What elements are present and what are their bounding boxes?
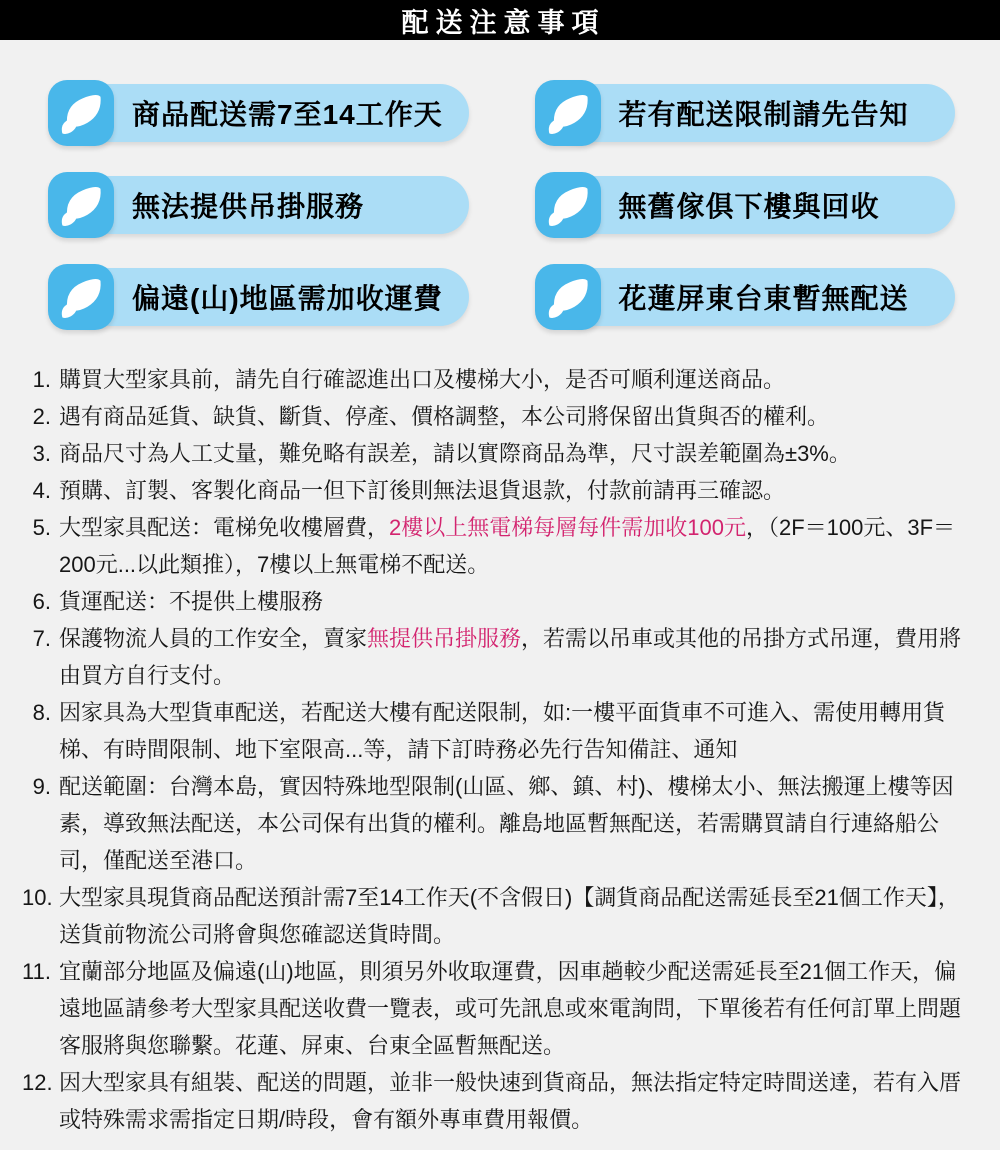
note-text bbox=[59, 398, 974, 435]
note-item-5 bbox=[22, 509, 974, 583]
note-text bbox=[59, 879, 974, 953]
leaf-icon bbox=[535, 172, 601, 238]
leaf-icon bbox=[535, 264, 601, 330]
note-number: 7. bbox=[32, 626, 51, 651]
note-text bbox=[59, 768, 974, 879]
leaf-icon bbox=[535, 80, 601, 146]
note-text bbox=[59, 583, 974, 620]
note-text bbox=[59, 435, 974, 472]
note-plain-text: 因家具為大型貨車配送，若配送大樓有配送限制，如:一樓平面貨車不可進入、需使用轉用貨梯、有時間限制、地下室限高...等，請下訂時務必先行告知備註、通知 bbox=[59, 700, 946, 762]
note-number: 6. bbox=[32, 589, 51, 614]
note-plain-text: 保護物流人員的工作安全，賣家 bbox=[59, 626, 368, 651]
badges-grid bbox=[0, 40, 1000, 330]
badge-5 bbox=[48, 264, 469, 330]
note-text bbox=[59, 694, 974, 768]
note-plain-text: 配送範圍：台灣本島，實因特殊地型限制(山區、鄉、鎮、村)、樓梯太小、無法搬運上樓等因素，導致無法配送，本公司保有出貨的權利。離島地區暫無配送，若需購買請自行連絡船公司，僅配送至港口。 bbox=[59, 774, 954, 873]
badge-label: 商品配送需7至14工作天 bbox=[62, 84, 469, 142]
notes-list bbox=[0, 330, 1000, 1138]
note-item-2 bbox=[22, 398, 974, 435]
note-item-9 bbox=[22, 768, 974, 879]
badge-label: 無法提供吊掛服務 bbox=[62, 176, 469, 234]
note-number: 3. bbox=[32, 441, 51, 466]
page-title: 配送注意事項 bbox=[401, 7, 606, 38]
note-item-1 bbox=[22, 361, 974, 398]
badge-1 bbox=[48, 80, 469, 146]
note-highlight-text: 2樓以上無電梯每層每件需加收100元 bbox=[389, 515, 746, 540]
note-plain-text: 貨運配送：不提供上樓服務 bbox=[59, 589, 324, 614]
badge-label: 若有配送限制請先告知 bbox=[549, 84, 956, 142]
note-number: 11. bbox=[22, 959, 51, 984]
note-item-10 bbox=[22, 879, 974, 953]
note-number: 1. bbox=[32, 367, 51, 392]
note-plain-text: 遇有商品延貨、缺貨、斷貨、停產、價格調整，本公司將保留出貨與否的權利。 bbox=[59, 404, 830, 429]
leaf-icon bbox=[48, 172, 114, 238]
note-number: 8. bbox=[32, 700, 51, 725]
note-plain-text: 商品尺寸為人工丈量，難免略有誤差，請以實際商品為準，尺寸誤差範圍為±3%。 bbox=[59, 441, 851, 466]
note-plain-text: 預購、訂製、客製化商品一但下訂後則無法退貨退款，付款前請再三確認。 bbox=[59, 478, 786, 503]
note-text bbox=[59, 953, 974, 1064]
note-number: 5. bbox=[32, 515, 51, 540]
badge-label: 花蓮屏東台東暫無配送 bbox=[549, 268, 956, 326]
note-item-7 bbox=[22, 620, 974, 694]
note-plain-text: 大型家具現貨商品配送預計需7至14工作天(不含假日)【調貨商品配送需延長至21個工作天】，送貨前物流公司將會與您確認送貨時間。 bbox=[59, 885, 960, 947]
badge-label: 無舊傢俱下樓與回收 bbox=[549, 176, 956, 234]
leaf-icon bbox=[48, 264, 114, 330]
badge-3 bbox=[48, 172, 469, 238]
note-item-12 bbox=[22, 1064, 974, 1138]
note-number: 4. bbox=[32, 478, 51, 503]
note-item-8 bbox=[22, 694, 974, 768]
note-number: 12. bbox=[22, 1070, 53, 1095]
badge-4 bbox=[535, 172, 956, 238]
note-plain-text: ，若需以吊車或其他的吊掛方式吊運，費用將由買方自行支付。 bbox=[59, 626, 962, 688]
note-text bbox=[59, 509, 974, 583]
note-plain-text: 大型家具配送：電梯免收樓層費， bbox=[59, 515, 390, 540]
note-plain-text: 因大型家具有組裝、配送的問題，並非一般快速到貨商品，無法指定特定時間送達，若有入厝或特殊需求需指定日期/時段，會有額外專車費用報價。 bbox=[59, 1070, 962, 1132]
note-item-11 bbox=[22, 953, 974, 1064]
badge-6 bbox=[535, 264, 956, 330]
note-number: 9. bbox=[32, 774, 51, 799]
page-header bbox=[0, 0, 1000, 40]
note-plain-text: 宜蘭部分地區及偏遠(山)地區，則須另外收取運費，因車趟較少配送需延長至21個工作天，偏遠地區請參考大型家具配送收費一覽表，或可先訊息或來電詢問，下單後若有任何訂單上問題客服將與您聯繫。花蓮、屏東、台東全區暫無配送。 bbox=[59, 959, 962, 1058]
leaf-icon bbox=[48, 80, 114, 146]
badge-2 bbox=[535, 80, 956, 146]
note-item-3 bbox=[22, 435, 974, 472]
note-number: 2. bbox=[32, 404, 51, 429]
note-text bbox=[59, 620, 974, 694]
badge-label: 偏遠(山)地區需加收運費 bbox=[62, 268, 469, 326]
note-item-6 bbox=[22, 583, 974, 620]
note-plain-text: 購買大型家具前，請先自行確認進出口及樓梯大小，是否可順利運送商品。 bbox=[59, 367, 786, 392]
note-plain-text: ，（2F＝100元、3F＝200元...以此類推），7樓以上無電梯不配送。 bbox=[59, 515, 956, 577]
note-number: 10. bbox=[22, 885, 53, 910]
note-text bbox=[59, 1064, 974, 1138]
note-item-4 bbox=[22, 472, 974, 509]
note-highlight-text: 無提供吊掛服務 bbox=[367, 626, 522, 651]
note-text bbox=[59, 472, 974, 509]
note-text bbox=[59, 361, 974, 398]
